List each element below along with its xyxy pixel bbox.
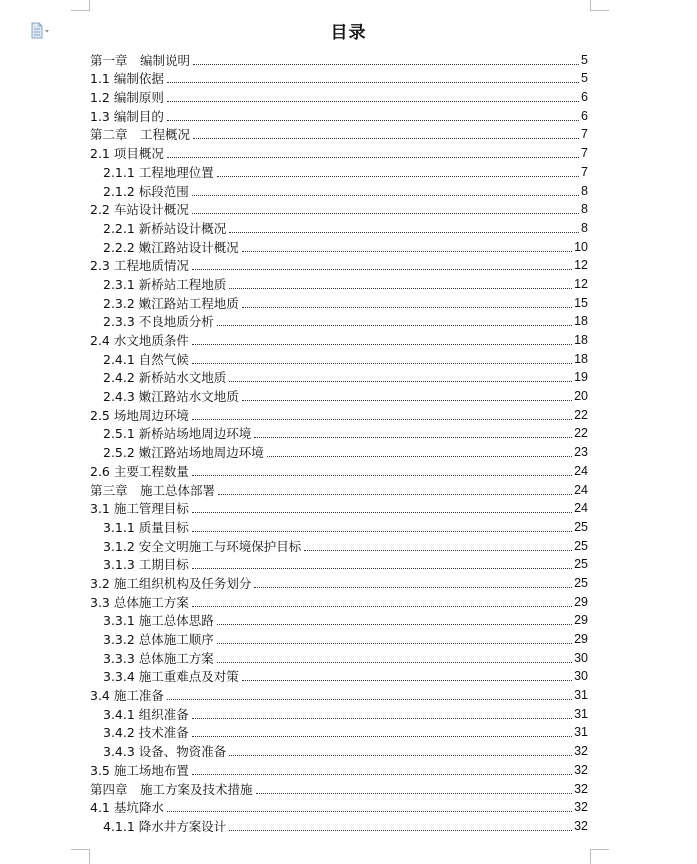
toc-entry[interactable] xyxy=(90,255,588,274)
toc-entry[interactable] xyxy=(90,385,588,404)
toc-entry-label: 3.1.1 质量目标 xyxy=(103,519,189,535)
toc-title: 目录 xyxy=(330,23,367,43)
toc-entry[interactable] xyxy=(90,628,588,647)
toc-entry-page-number: 22 xyxy=(574,426,588,441)
page-corner-mark-top-left xyxy=(71,0,90,11)
toc-dot-leader xyxy=(192,213,579,214)
toc-dot-leader xyxy=(192,363,572,364)
toc-entry[interactable] xyxy=(90,460,588,479)
toc-entry[interactable] xyxy=(90,236,588,255)
toc-entry-label: 第一章 编制说明 xyxy=(90,52,191,68)
toc-entry-label: 2.6 主要工程数量 xyxy=(90,463,189,479)
toc-entry-page-number: 15 xyxy=(574,295,588,310)
toc-entry-page-number: 25 xyxy=(574,519,588,534)
toc-entry-page-number: 12 xyxy=(574,276,588,291)
toc-entry[interactable] xyxy=(90,684,588,703)
toc-entry[interactable] xyxy=(90,367,588,386)
toc-entry[interactable] xyxy=(90,647,588,666)
toc-entry-page-number: 18 xyxy=(574,314,588,329)
toc-entry-label: 2.2.2 嫩江路站设计概况 xyxy=(103,239,239,255)
toc-entry-label: 3.3.2 总体施工顺序 xyxy=(103,632,214,647)
toc-dot-leader xyxy=(167,120,579,121)
toc-entry-label: 3.4 施工准备 xyxy=(90,688,164,704)
toc-dot-leader xyxy=(167,699,572,700)
toc-entry-page-number: 7 xyxy=(581,127,588,142)
toc-entry-label: 3.4.3 设备、物资准备 xyxy=(103,744,227,760)
toc-entry-label: 2.4.3 嫩江路站水文地质 xyxy=(103,389,239,405)
toc-dot-leader xyxy=(242,400,572,401)
toc-entry-page-number: 8 xyxy=(581,220,588,235)
toc-entry-label: 2.2.1 新桥站设计概况 xyxy=(103,220,227,236)
toc-entry[interactable] xyxy=(90,348,588,367)
toc-entry-page-number: 25 xyxy=(574,557,588,572)
toc-dot-leader xyxy=(192,344,572,345)
toc-dot-leader xyxy=(242,680,572,681)
toc-dot-leader xyxy=(229,830,572,831)
toc-entry[interactable] xyxy=(90,740,588,759)
toc-entry-label: 2.1.1 工程地理位置 xyxy=(103,164,214,180)
toc-entry-label: 3.3.1 施工总体思路 xyxy=(103,613,214,629)
toc-entry-page-number: 32 xyxy=(574,800,588,815)
toc-entry-label: 3.5 施工场地布置 xyxy=(90,762,189,778)
toc-entry-page-number: 6 xyxy=(581,90,588,105)
toc-entry[interactable] xyxy=(90,273,588,292)
toc-entry-page-number: 29 xyxy=(574,632,588,646)
toc-entry-page-number: 8 xyxy=(581,183,588,198)
toc-entry-page-number: 12 xyxy=(574,258,588,273)
toc-entry-page-number: 8 xyxy=(581,202,588,217)
toc-entry-page-number: 30 xyxy=(574,650,588,665)
toc-dot-leader xyxy=(193,138,579,139)
toc-dot-leader xyxy=(217,176,579,177)
table-of-contents xyxy=(90,49,588,834)
toc-entry-page-number: 32 xyxy=(574,762,588,777)
toc-entry-page-number: 5 xyxy=(581,71,588,86)
toc-entry-page-number: 7 xyxy=(581,146,588,161)
toc-entry[interactable] xyxy=(90,759,588,778)
toc-entry-label: 2.2 车站设计概况 xyxy=(90,202,189,218)
toc-entry[interactable] xyxy=(90,815,588,834)
toc-entry-label: 2.3.3 不良地质分析 xyxy=(103,314,214,330)
toc-dot-leader xyxy=(192,531,572,532)
toc-entry-page-number: 18 xyxy=(574,333,588,347)
toc-entry-page-number: 23 xyxy=(574,445,588,460)
toc-dot-leader xyxy=(217,325,572,326)
toc-entry[interactable] xyxy=(90,797,588,816)
toc-entry[interactable] xyxy=(90,105,588,124)
toc-entry-label: 3.1 施工管理目标 xyxy=(90,501,189,517)
toc-entry-label: 2.4.2 新桥站水文地质 xyxy=(103,370,227,386)
toc-entry[interactable] xyxy=(90,479,588,498)
page-corner-mark-bottom-left xyxy=(71,849,90,864)
toc-entry-label: 3.1.3 工期目标 xyxy=(103,557,189,573)
toc-entry[interactable] xyxy=(90,666,588,685)
toc-dot-leader xyxy=(218,494,572,495)
toc-entry-label: 1.2 编制原则 xyxy=(90,90,164,106)
toc-entry-label: 3.3 总体施工方案 xyxy=(90,594,189,610)
toc-entry-page-number: 24 xyxy=(574,482,588,497)
toc-dot-leader xyxy=(192,195,579,196)
toc-entry-page-number: 5 xyxy=(581,52,588,67)
toc-entry-page-number: 10 xyxy=(574,239,588,254)
toc-entry-page-number: 7 xyxy=(581,164,588,179)
toc-entry-label: 2.4 水文地质条件 xyxy=(90,333,189,348)
toc-entry-label: 第二章 工程概况 xyxy=(90,127,191,143)
toc-entry-page-number: 29 xyxy=(574,594,588,609)
toc-entry-page-number: 31 xyxy=(574,706,588,721)
toc-dot-leader xyxy=(217,643,572,644)
toc-entry-label: 2.5 场地周边环境 xyxy=(90,407,189,423)
toc-entry-label: 2.1.2 标段范围 xyxy=(103,183,189,199)
toc-entry-label: 2.4.1 自然气候 xyxy=(103,351,189,367)
toc-entry[interactable] xyxy=(90,199,588,218)
toc-dot-leader xyxy=(267,456,572,457)
toc-dot-leader xyxy=(256,793,573,794)
toc-entry-label: 第三章 施工总体部署 xyxy=(90,482,216,498)
toc-entry-label: 4.1 基坑降水 xyxy=(90,800,164,816)
page-corner-mark-bottom-right xyxy=(590,849,609,864)
toc-dot-leader xyxy=(229,381,572,382)
toc-dot-leader xyxy=(192,718,572,719)
toc-dot-leader xyxy=(167,157,579,158)
toc-dot-leader xyxy=(192,568,572,569)
toc-entry[interactable] xyxy=(90,516,588,535)
toc-dot-leader xyxy=(254,437,572,438)
toc-entry[interactable] xyxy=(90,49,588,68)
toc-entry-label: 第四章 施工方案及技术措施 xyxy=(90,781,253,797)
toc-entry-label: 3.3.4 施工重难点及对策 xyxy=(103,669,239,685)
toc-entry-label: 2.5.2 嫩江路站场地周边环境 xyxy=(103,445,264,461)
toc-dot-leader xyxy=(217,662,572,663)
toc-entry[interactable] xyxy=(90,292,588,311)
toc-entry-page-number: 32 xyxy=(574,781,588,796)
toc-entry[interactable] xyxy=(90,535,588,554)
toc-entry[interactable] xyxy=(90,311,588,330)
toc-dot-leader xyxy=(192,269,572,270)
toc-entry-page-number: 30 xyxy=(574,669,588,684)
toc-entry[interactable] xyxy=(90,610,588,629)
toc-dot-leader xyxy=(242,251,572,252)
toc-entry[interactable] xyxy=(90,722,588,741)
toc-dot-leader xyxy=(217,624,572,625)
toc-entry-label: 1.3 编制目的 xyxy=(90,108,164,124)
toc-entry-page-number: 29 xyxy=(574,613,588,628)
toc-entry-page-number: 31 xyxy=(574,725,588,740)
toc-dot-leader xyxy=(304,550,572,551)
toc-dot-leader xyxy=(242,307,572,308)
toc-entry[interactable] xyxy=(90,441,588,460)
toc-entry[interactable] xyxy=(90,217,588,236)
toc-dot-leader xyxy=(254,587,572,588)
toc-entry-label: 3.2 施工组织机构及任务划分 xyxy=(90,575,252,591)
toc-dot-leader xyxy=(192,774,572,775)
toc-entry[interactable] xyxy=(90,554,588,573)
toc-entry-label: 3.1.2 安全文明施工与环境保护目标 xyxy=(103,538,302,554)
page-corner-mark-top-right xyxy=(590,0,609,11)
toc-entry-page-number: 24 xyxy=(574,501,588,516)
toc-entry-label: 2.3.2 嫩江路站工程地质 xyxy=(103,295,239,311)
toc-entry-page-number: 31 xyxy=(574,688,588,703)
toc-dot-leader xyxy=(167,82,579,83)
toc-entry[interactable] xyxy=(90,404,588,423)
toc-entry[interactable] xyxy=(90,142,588,161)
toc-entry-label: 2.5.1 新桥站场地周边环境 xyxy=(103,426,252,442)
toc-entry[interactable] xyxy=(90,703,588,722)
toc-entry-page-number: 20 xyxy=(574,389,588,404)
toc-entry-page-number: 25 xyxy=(574,538,588,553)
toc-entry[interactable] xyxy=(90,86,588,105)
toc-entry-page-number: 22 xyxy=(574,407,588,422)
toc-dot-leader xyxy=(229,232,579,233)
toc-entry[interactable] xyxy=(90,498,588,517)
toc-entry[interactable] xyxy=(90,423,588,442)
toc-entry-label: 3.3.3 总体施工方案 xyxy=(103,650,214,666)
toc-dot-leader xyxy=(192,419,572,420)
toc-entry-page-number: 24 xyxy=(574,463,588,478)
toc-dot-leader xyxy=(167,101,579,102)
toc-entry-label: 3.4.1 组织准备 xyxy=(103,706,189,722)
toc-dot-leader xyxy=(229,755,572,756)
toc-entry-label: 3.4.2 技术准备 xyxy=(103,725,189,741)
toc-entry[interactable] xyxy=(90,68,588,87)
toc-entry-page-number: 19 xyxy=(574,370,588,385)
toc-dot-leader xyxy=(192,475,572,476)
toc-entry-label: 2.3.1 新桥站工程地质 xyxy=(103,276,227,292)
toc-dot-leader xyxy=(167,811,572,812)
toc-entry[interactable] xyxy=(90,591,588,610)
toc-dot-leader xyxy=(193,64,579,65)
toc-entry-label: 1.1 编制依据 xyxy=(90,71,164,87)
toc-entry[interactable] xyxy=(90,180,588,199)
toc-entry[interactable] xyxy=(90,329,588,348)
toc-entry[interactable] xyxy=(90,572,588,591)
toc-entry-page-number: 32 xyxy=(574,744,588,759)
toc-dot-leader xyxy=(229,288,572,289)
toc-dot-leader xyxy=(192,606,572,607)
toc-entry[interactable] xyxy=(90,124,588,143)
toc-entry-page-number: 32 xyxy=(574,818,588,833)
toc-dot-leader xyxy=(192,736,572,737)
toc-dot-leader xyxy=(192,512,572,513)
toc-entry-label: 4.1.1 降水井方案设计 xyxy=(103,818,227,834)
toc-entry[interactable] xyxy=(90,778,588,797)
toc-entry-page-number: 18 xyxy=(574,351,588,366)
toc-entry-label: 2.3 工程地质情况 xyxy=(90,258,189,274)
toc-entry-label: 2.1 项目概况 xyxy=(90,146,164,162)
toc-entry[interactable] xyxy=(90,161,588,180)
toc-entry-page-number: 6 xyxy=(581,108,588,123)
toc-entry-page-number: 25 xyxy=(574,575,588,590)
